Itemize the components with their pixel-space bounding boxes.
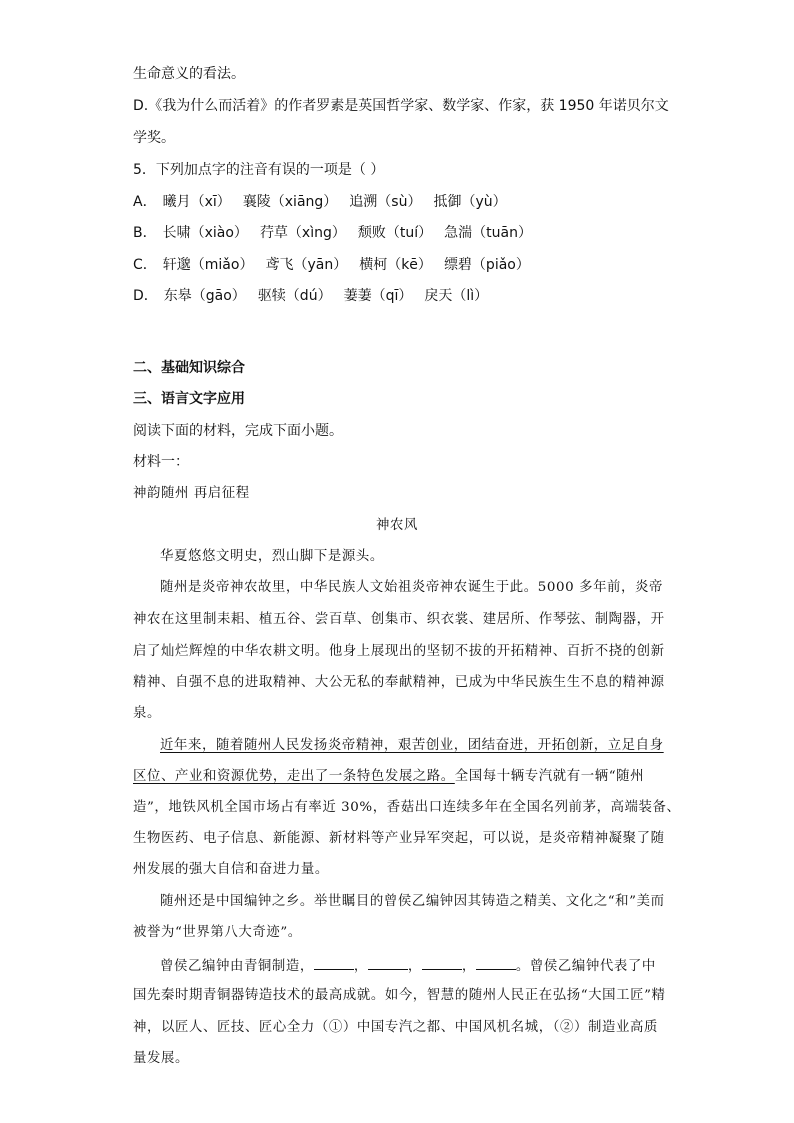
material-label: 材料一： — [133, 454, 189, 470]
underlined-text: 区位、产业和资源优势，走出了一条特色发展之路。 — [133, 769, 455, 784]
fill-blank-1[interactable] — [314, 955, 354, 970]
fill-blank-4[interactable] — [476, 955, 516, 970]
article-p4-line1: 随州还是中国编钟之乡。举世瞩目的曾侯乙编钟因其铸造之精美、文化之“和”美而 — [160, 894, 665, 909]
option-item: 鸢飞（yān） — [265, 257, 348, 273]
article-p2-line1: 随州是炎帝神农故里，中华民族人文始祖炎帝神农诞生于此。5000 多年前，炎帝 — [160, 580, 664, 595]
option-item: 轩邈（miǎo） — [162, 257, 254, 273]
article-heading: 神韵随州 再启征程 — [133, 486, 250, 501]
option-item: 横柯（kē） — [359, 257, 432, 273]
option-label: C． — [133, 257, 157, 273]
option-label: D． — [133, 288, 158, 304]
article-p3-line1: 近年来，随着随州人民发扬炎帝精神，艰苦创业，团结奋进，开拓创新，立足自身 — [160, 738, 664, 753]
article-p4-line2: 被誉为“世界第八大奇迹”。 — [133, 925, 302, 940]
article-p2-line5: 泉。 — [133, 706, 161, 721]
plain-text: 。曾侯乙编钟代表了中 — [515, 959, 656, 974]
option-label: B． — [133, 225, 157, 241]
q4-text-tail: 生命意义的看法。 — [133, 66, 245, 82]
q5-option-c[interactable] — [133, 255, 542, 275]
option-item: 荇草（xìng） — [259, 225, 346, 241]
option-item: 曦月（xī） — [162, 194, 231, 210]
separator: ， — [461, 959, 476, 974]
option-item: 长啸（xiào） — [162, 225, 248, 241]
article-p2-line4: 精神、自强不息的进取精神、大公无私的奉献精神，已成为中华民族生生不息的精神源 — [133, 675, 665, 690]
article-p5-line1 — [160, 955, 656, 977]
fill-blank-2[interactable] — [368, 955, 408, 970]
option-label: A． — [133, 194, 157, 210]
article-p2-line2: 神农在这里制耒耜、植五谷、尝百草、创集市、织衣裳、建居所、作琴弦、制陶器，开 — [133, 612, 665, 627]
separator: ， — [353, 959, 368, 974]
plain-text: 全国每十辆专汽就有一辆“随州 — [454, 769, 645, 784]
section-heading-2: 二、基础知识综合 — [133, 360, 245, 376]
section-heading-3: 三、语言文字应用 — [133, 391, 245, 407]
plain-text: 曾侯乙编钟由青铜制造， — [160, 959, 314, 974]
article-subtitle: 神农风 — [376, 518, 418, 533]
article-p5-line4: 量发展。 — [133, 1051, 189, 1066]
q5-option-b[interactable] — [133, 223, 544, 243]
separator: ， — [407, 959, 422, 974]
option-item: 东皋（gāo） — [163, 288, 246, 304]
option-item: 襄陵（xiāng） — [242, 194, 338, 210]
option-item: 驱犊（dú） — [257, 288, 332, 304]
option-item: 萋萋（qī） — [343, 288, 413, 304]
option-item: 缥碧（piǎo） — [443, 257, 530, 273]
q4-option-d-line2: 学奖。 — [133, 130, 175, 146]
article-p3-line2 — [133, 767, 644, 787]
article-p3-line4: 生物医药、电子信息、新能源、新材料等产业异军突起，可以说，是炎帝精神凝聚了随 — [133, 831, 665, 846]
q5-option-d[interactable] — [133, 286, 500, 306]
q5-stem: 5．下列加点字的注音有误的一项是（ ） — [133, 162, 385, 178]
article-p3-line3: 造”，地铁风机全国市场占有率近 30%，香菇出口连续多年在全国名列前茅，高端装备、 — [133, 800, 681, 815]
article-p3-line5: 州发展的强大自信和奋进力量。 — [133, 862, 329, 877]
option-item: 抵御（yù） — [433, 194, 507, 210]
reading-instruction: 阅读下面的材料，完成下面小题。 — [133, 423, 343, 439]
q4-option-d-line1: D.《我为什么而活着》的作者罗素是英国哲学家、数学家、作家，获 1950 年诺贝尔文 — [133, 98, 669, 114]
article-p2-line3: 启了灿烂辉煌的中华农耕文明。他身上展现出的坚韧不拔的开拓精神、百折不挠的创新 — [133, 644, 665, 659]
article-p5-line3: 神，以匠人、匠技、匠心全力（①）中国专汽之都、中国风机名城，（②）制造业高质 — [133, 1020, 658, 1035]
q5-option-a[interactable] — [133, 192, 519, 212]
article-paragraph-1: 华夏悠悠文明史，烈山脚下是源头。 — [160, 549, 384, 564]
option-item: 戾天（lì） — [424, 288, 489, 304]
option-item: 急湍（tuān） — [444, 225, 532, 241]
article-p5-line2: 国先秦时期青铜器铸造技术的最高成就。如今，智慧的随州人民正在弘扬“大国工匠”精 — [133, 988, 666, 1003]
fill-blank-3[interactable] — [422, 955, 462, 970]
option-item: 颓败（tuí） — [357, 225, 433, 241]
option-item: 追溯（sù） — [349, 194, 422, 210]
